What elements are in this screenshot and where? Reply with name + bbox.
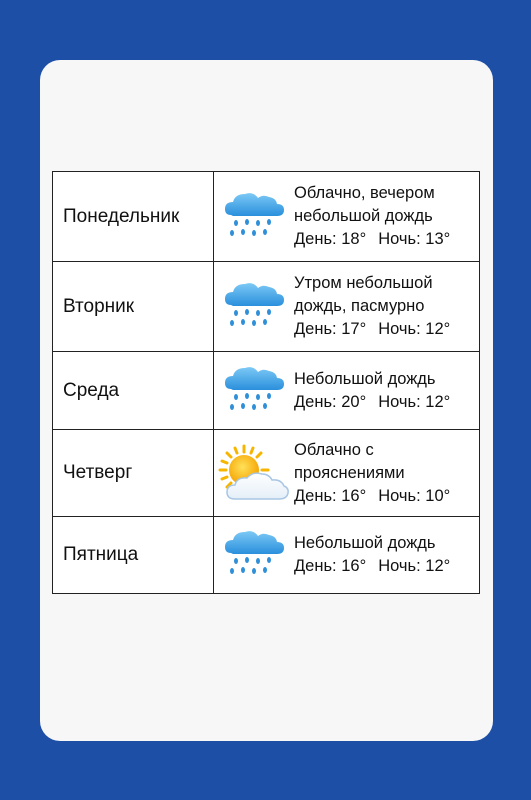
day-name: Четверг [53, 430, 214, 517]
table-row [53, 172, 480, 262]
weather-description: Облачно, вечером небольшой дождь [294, 184, 435, 225]
day-name: Пятница [53, 517, 214, 594]
weather-description: Утром небольшой дождь, пасмурно [294, 274, 433, 315]
temperature-line [294, 391, 479, 414]
rain-cloud-icon [214, 182, 294, 252]
rain-cloud-icon [214, 520, 294, 590]
day-temperature: День: 20° [294, 392, 367, 411]
day-name: Вторник [53, 262, 214, 352]
temperature-line [294, 318, 479, 341]
sun-behind-cloud-icon [214, 438, 294, 508]
day-temperature: День: 16° [294, 557, 367, 575]
weather-description: Облачно с прояснениями [294, 440, 405, 482]
forecast-info [214, 352, 480, 430]
table-row [53, 517, 480, 594]
table-row [53, 262, 480, 352]
rain-cloud-icon [214, 356, 294, 426]
day-temperature: День: 17° [294, 320, 367, 338]
forecast-info [214, 172, 480, 262]
night-temperature: Ночь: 10° [378, 486, 451, 505]
temperature-line [294, 228, 479, 251]
night-temperature: Ночь: 12° [378, 320, 451, 338]
day-temperature: День: 18° [294, 230, 367, 248]
forecast-table [52, 171, 480, 594]
temperature-line [294, 555, 479, 578]
forecast-info [214, 517, 480, 594]
table-row [53, 430, 480, 517]
day-temperature: День: 16° [294, 486, 367, 505]
night-temperature: Ночь: 12° [378, 392, 451, 411]
forecast-info [214, 430, 480, 517]
forecast-info [214, 262, 480, 352]
rain-cloud-icon [214, 272, 294, 342]
forecast-card [40, 60, 493, 741]
day-name: Среда [53, 352, 214, 430]
weather-description: Небольшой дождь [294, 369, 436, 388]
table-row [53, 352, 480, 430]
day-name: Понедельник [53, 172, 214, 262]
night-temperature: Ночь: 13° [378, 230, 451, 248]
weather-description: Небольшой дождь [294, 534, 436, 552]
night-temperature: Ночь: 12° [378, 557, 451, 575]
temperature-line [294, 485, 479, 508]
